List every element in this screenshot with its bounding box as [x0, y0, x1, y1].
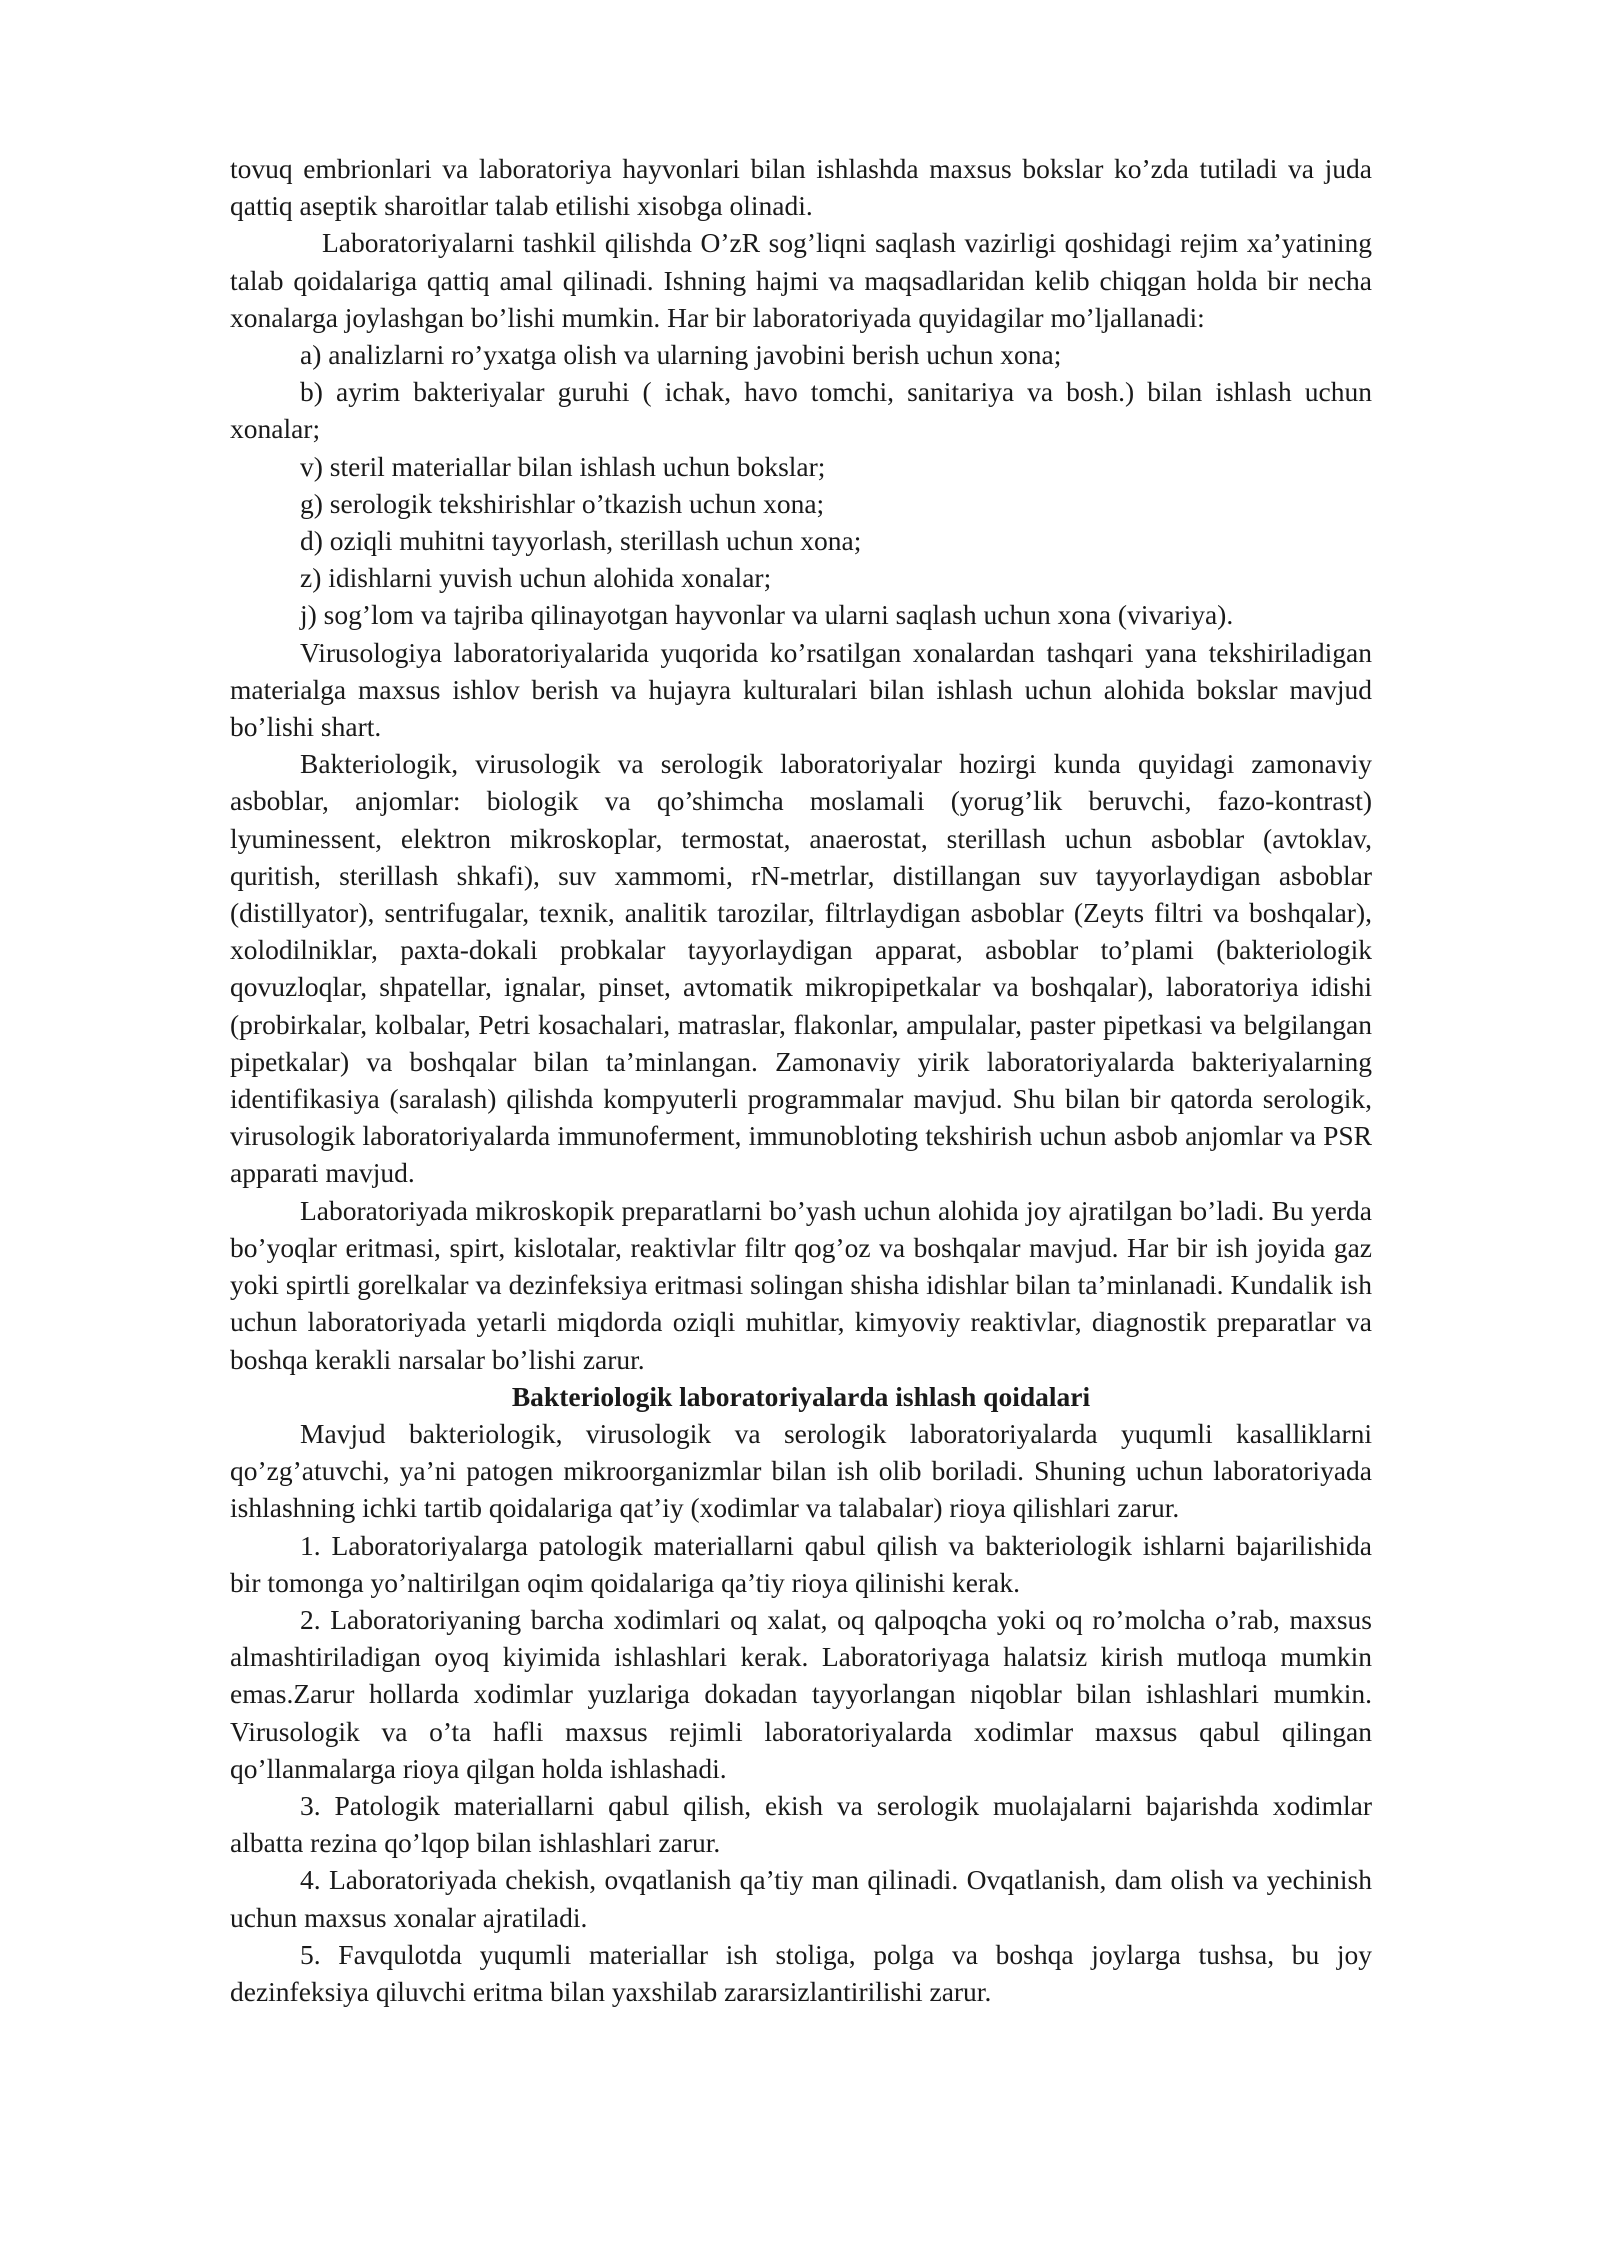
document-page: [230, 150, 1372, 2010]
list-item-room-v: v) steril materiallar bilan ishlash uchun bokslar;: [300, 450, 826, 482]
paragraph-intro: tovuq embrionlari va laboratoriya hayvonlari bilan ishlashda maxsus bokslar ko’zda tutiladi va juda qattiq aseptik sharoitlar talab etilishi xisobga olinadi.: [230, 153, 1372, 222]
list-item-room-d: d) oziqli muhitni tayyorlash, sterillash uchun xona;: [300, 525, 862, 557]
paragraph-rules-intro: Mavjud bakteriologik, virusologik va serologik laboratoriyalarda yuqumli kasalliklarni qo’zg’atuvchi, ya’ni patogen mikroorganizmlar bilan ish olib boriladi. Shuning uchun laboratoriyada ishlashning ichki tartib qoidalariga qat’iy (xodimlar va talabalar) rioya qilishlari zarur.: [230, 1417, 1372, 1524]
rule-item-4: 4. Laboratoriyada chekish, ovqatlanish qa’tiy man qilinadi. Ovqatlanish, dam olish va yechinish uchun maxsus xonalar ajratiladi.: [230, 1864, 1372, 1933]
list-item-room-j: j) sog’lom va tajriba qilinayotgan hayvonlar va ularni saqlash uchun xona (vivariya).: [300, 599, 1234, 631]
rule-item-1: 1. Laboratoriyalarga patologik materiallarni qabul qilish va bakteriologik ishlarni bajarilishida bir tomonga yo’naltirilgan oqim qoidalariga qa’tiy rioya qilinishi kerak.: [230, 1529, 1372, 1598]
section-heading: Bakteriologik laboratoriyalarda ishlash qoidalari: [511, 1380, 1091, 1412]
paragraph-virology: Virusologiya laboratoriyalarida yuqorida ko’rsatilgan xonalardan tashqari yana tekshiriladigan materialga maxsus ishlov berish va hujayra kulturalari bilan ishlash uchun alohida bokslar mavjud bo’lishi shart.: [230, 636, 1372, 743]
rule-item-5: 5. Favqulotda yuqumli materiallar ish stoliga, polga va boshqa joylarga tushsa, bu joy dezinfeksiya qiluvchi eritma bilan yaxshilab zararsizlantirilishi zarur.: [230, 1938, 1372, 2007]
list-item-room-z: z) idishlarni yuvish uchun alohida xonalar;: [300, 562, 772, 594]
list-item-room-a: a) analizlarni ro’yxatga olish va ularning javobini berish uchun xona;: [300, 339, 1062, 371]
rule-item-3: 3. Patologik materiallarni qabul qilish, ekish va serologik muolajalarni bajarishda xodimlar albatta rezina qo’lqop bilan ishlashlari zarur.: [230, 1789, 1372, 1859]
paragraph-equipment: Bakteriologik, virusologik va serologik laboratoriyalar hozirgi kunda quyidagi zamonaviy asboblar, anjomlar: biologik va qo’shimcha moslamali (yorug’lik beruvchi, fazo-kontrast) lyuminessent, elektron mikroskoplar, termostat, anaerostat, sterillash uchun asboblar (avtoklav, quritish, sterillash shkafi), suv xammomi, rN-metrlar, distillangan suv tayyorlaydigan asboblar (distillyator), sentrifugalar, texnik, analitik tarozilar, filtrlaydigan asboblar (Zeyts filtri va boshqalar), xolodilniklar, paxta-dokali probkalar tayyorlaydigan apparat, asboblar to’plami (bakteriologik qovuzloqlar, shpatellar, ignalar, pinset, avtomatik mikropipetkalar va boshqalar), laboratoriya idishi (probirkalar, kolbalar, Petri kosachalari, matraslar, flakonlar, ampulalar, paster pipetkasi va belgilangan pipetkalar) va boshqalar bilan ta’minlangan. Zamonaviy yirik laboratoriyalarda bakteriyalarning identifikasiya (saralash) qilishda kompyuterli programmalar mavjud. Shu bilan bir qatorda serologik, virusologik laboratoriyalarda immunoferment, immunobloting tekshirish uchun asbob anjomlar va PSR apparati mavjud.: [230, 748, 1372, 1189]
paragraph-staining: Laboratoriyada mikroskopik preparatlarni bo’yash uchun alohida joy ajratilgan bo’ladi. Bu yerda bo’yoqlar eritmasi, spirt, kislotalar, reaktivlar filtr qog’oz va boshqalar mavjud. Har bir ish joyida gaz yoki spirtli gorelkalar va dezinfeksiya eritmasi solingan shisha idishlar bilan ta’minlanadi. Kundalik ish uchun laboratoriyada yetarli miqdorda oziqli muhitlar, kimyoviy reaktivlar, diagnostik preparatlar va boshqa kerakli narsalar bo’lishi zarur.: [230, 1194, 1372, 1375]
rule-item-2: 2. Laboratoriyaning barcha xodimlari oq xalat, oq qalpoqcha yoki oq ro’molcha o’rab, maxsus almashtiriladigan oyoq kiyimida ishlashlari kerak. Laboratoriyaga halatsiz kirish mutloqa mumkin emas.Zarur hollarda xodimlar yuzlariga dokadan tayyorlangan niqoblar bilan ishlashlari mumkin. Virusologik va o’ta hafli maxsus rejimli laboratoriyalarda xodimlar maxsus qabul qilingan qo’llanmalarga rioya qilgan holda ishlashadi.: [230, 1603, 1372, 1784]
list-item-room-g: g) serologik tekshirishlar o’tkazish uchun xona;: [300, 487, 825, 519]
paragraph-organization: Laboratoriyalarni tashkil qilishda O’zR sog’liqni saqlash vazirligi qoshidagi rejim xa’yatining talab qoidalariga qattiq amal qilinadi. Ishning hajmi va maqsadlaridan kelib chiqgan holda bir necha xonalarga joylashgan bo’lishi mumkin. Har bir laboratoriyada quyidagilar mo’ljallanadi:: [230, 227, 1372, 333]
list-item-room-b: b) ayrim bakteriyalar guruhi ( ichak, havo tomchi, sanitariya va bosh.) bilan ishlash uchun xonalar;: [230, 376, 1372, 445]
